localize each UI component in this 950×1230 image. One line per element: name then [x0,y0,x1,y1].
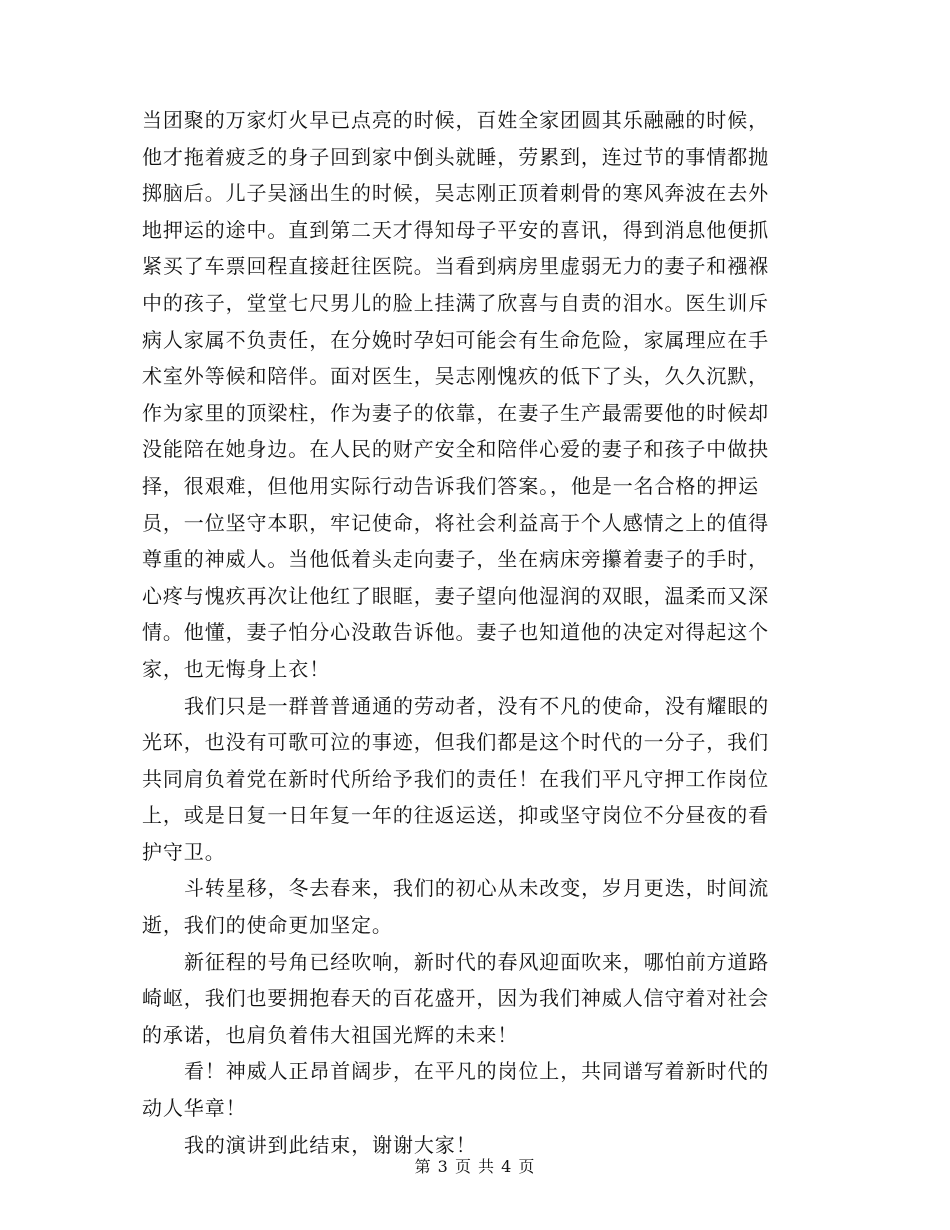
text-line: 的承诺，也肩负着伟大祖国光辉的未来！ [142,1022,519,1047]
text-line: 心疼与愧疚再次让他红了眼眶，妻子望向他湿润的双眼，温柔而又深 [142,583,769,608]
text-line: 地押运的途中。直到第二天才得知母子平安的喜讯，得到消息他便抓 [142,217,769,242]
text-line: 情。他懂，妻子怕分心没敢告诉他。妻子也知道他的决定对得起这个 [142,620,769,645]
text-line: 护守卫。 [142,839,226,864]
text-line: 掷脑后。儿子吴涵出生的时候，吴志刚正顶着刺骨的寒风奔波在去外 [142,181,769,206]
text-line: 共同肩负着党在新时代所给予我们的责任！在我们平凡守押工作岗位 [142,766,769,791]
closing-line: 我的演讲到此结束，谢谢大家！ [184,1132,477,1157]
paragraph-first-line: 新征程的号角已经吹响，新时代的春风迎面吹来，哪怕前方道路 [184,949,770,974]
text-line: 紧买了车票回程直接赶往医院。当看到病房里虚弱无力的妻子和襁褓 [142,254,769,279]
text-line: 术室外等候和陪伴。面对医生，吴志刚愧疚的低下了头，久久沉默， [142,364,769,389]
text-line: 光环，也没有可歌可泣的事迹，但我们都是这个时代的一分子，我们 [142,730,769,755]
text-line: 逝，我们的使命更加坚定。 [142,913,393,938]
paragraph-first-line: 看！神威人正昂首阔步，在平凡的岗位上，共同谱写着新时代的 [184,1059,770,1084]
text-line: 择，很艰难，但他用实际行动告诉我们答案。，他是一名合格的押运 [142,473,759,498]
text-line: 崎岖，我们也要拥抱春天的百花盛开，因为我们神威人信守着对社会 [142,986,769,1011]
text-line: 病人家属不负责任，在分娩时孕妇可能会有生命危险，家属理应在手 [142,327,769,352]
text-line: 上，或是日复一日年复一年的往返运送，抑或坚守岗位不分昼夜的看 [142,803,769,828]
text-line: 动人华章！ [142,1096,247,1121]
text-line: 他才拖着疲乏的身子回到家中倒头就睡，劳累到，连过节的事情都抛 [142,144,769,169]
document-body [142,102,810,1163]
text-line: 当团聚的万家灯火早已点亮的时候，百姓全家团圆其乐融融的时候， [142,108,769,132]
paragraph-first-line: 斗转星移，冬去春来，我们的初心从未改变，岁月更迭，时间流 [184,876,770,901]
paragraph-first-line: 我们只是一群普普通通的劳动者，没有不凡的使命，没有耀眼的 [184,693,770,718]
page-number-footer: 第 3 页 共 4 页 [414,1157,536,1176]
text-line: 尊重的神威人。当他低着头走向妻子，坐在病床旁攥着妻子的手时， [142,547,769,572]
text-line: 家，也无悔身上衣！ [142,656,331,681]
text-line: 作为家里的顶梁柱，作为妻子的依靠，在妻子生产最需要他的时候却 [142,400,769,425]
text-line: 中的孩子，堂堂七尺男儿的脸上挂满了欣喜与自责的泪水。医生训斥 [142,290,769,315]
text-line: 没能陪在她身边。在人民的财产安全和陪伴心爱的妻子和孩子中做抉 [142,437,769,462]
text-line: 员，一位坚守本职，牢记使命，将社会利益高于个人感情之上的值得 [142,510,769,535]
